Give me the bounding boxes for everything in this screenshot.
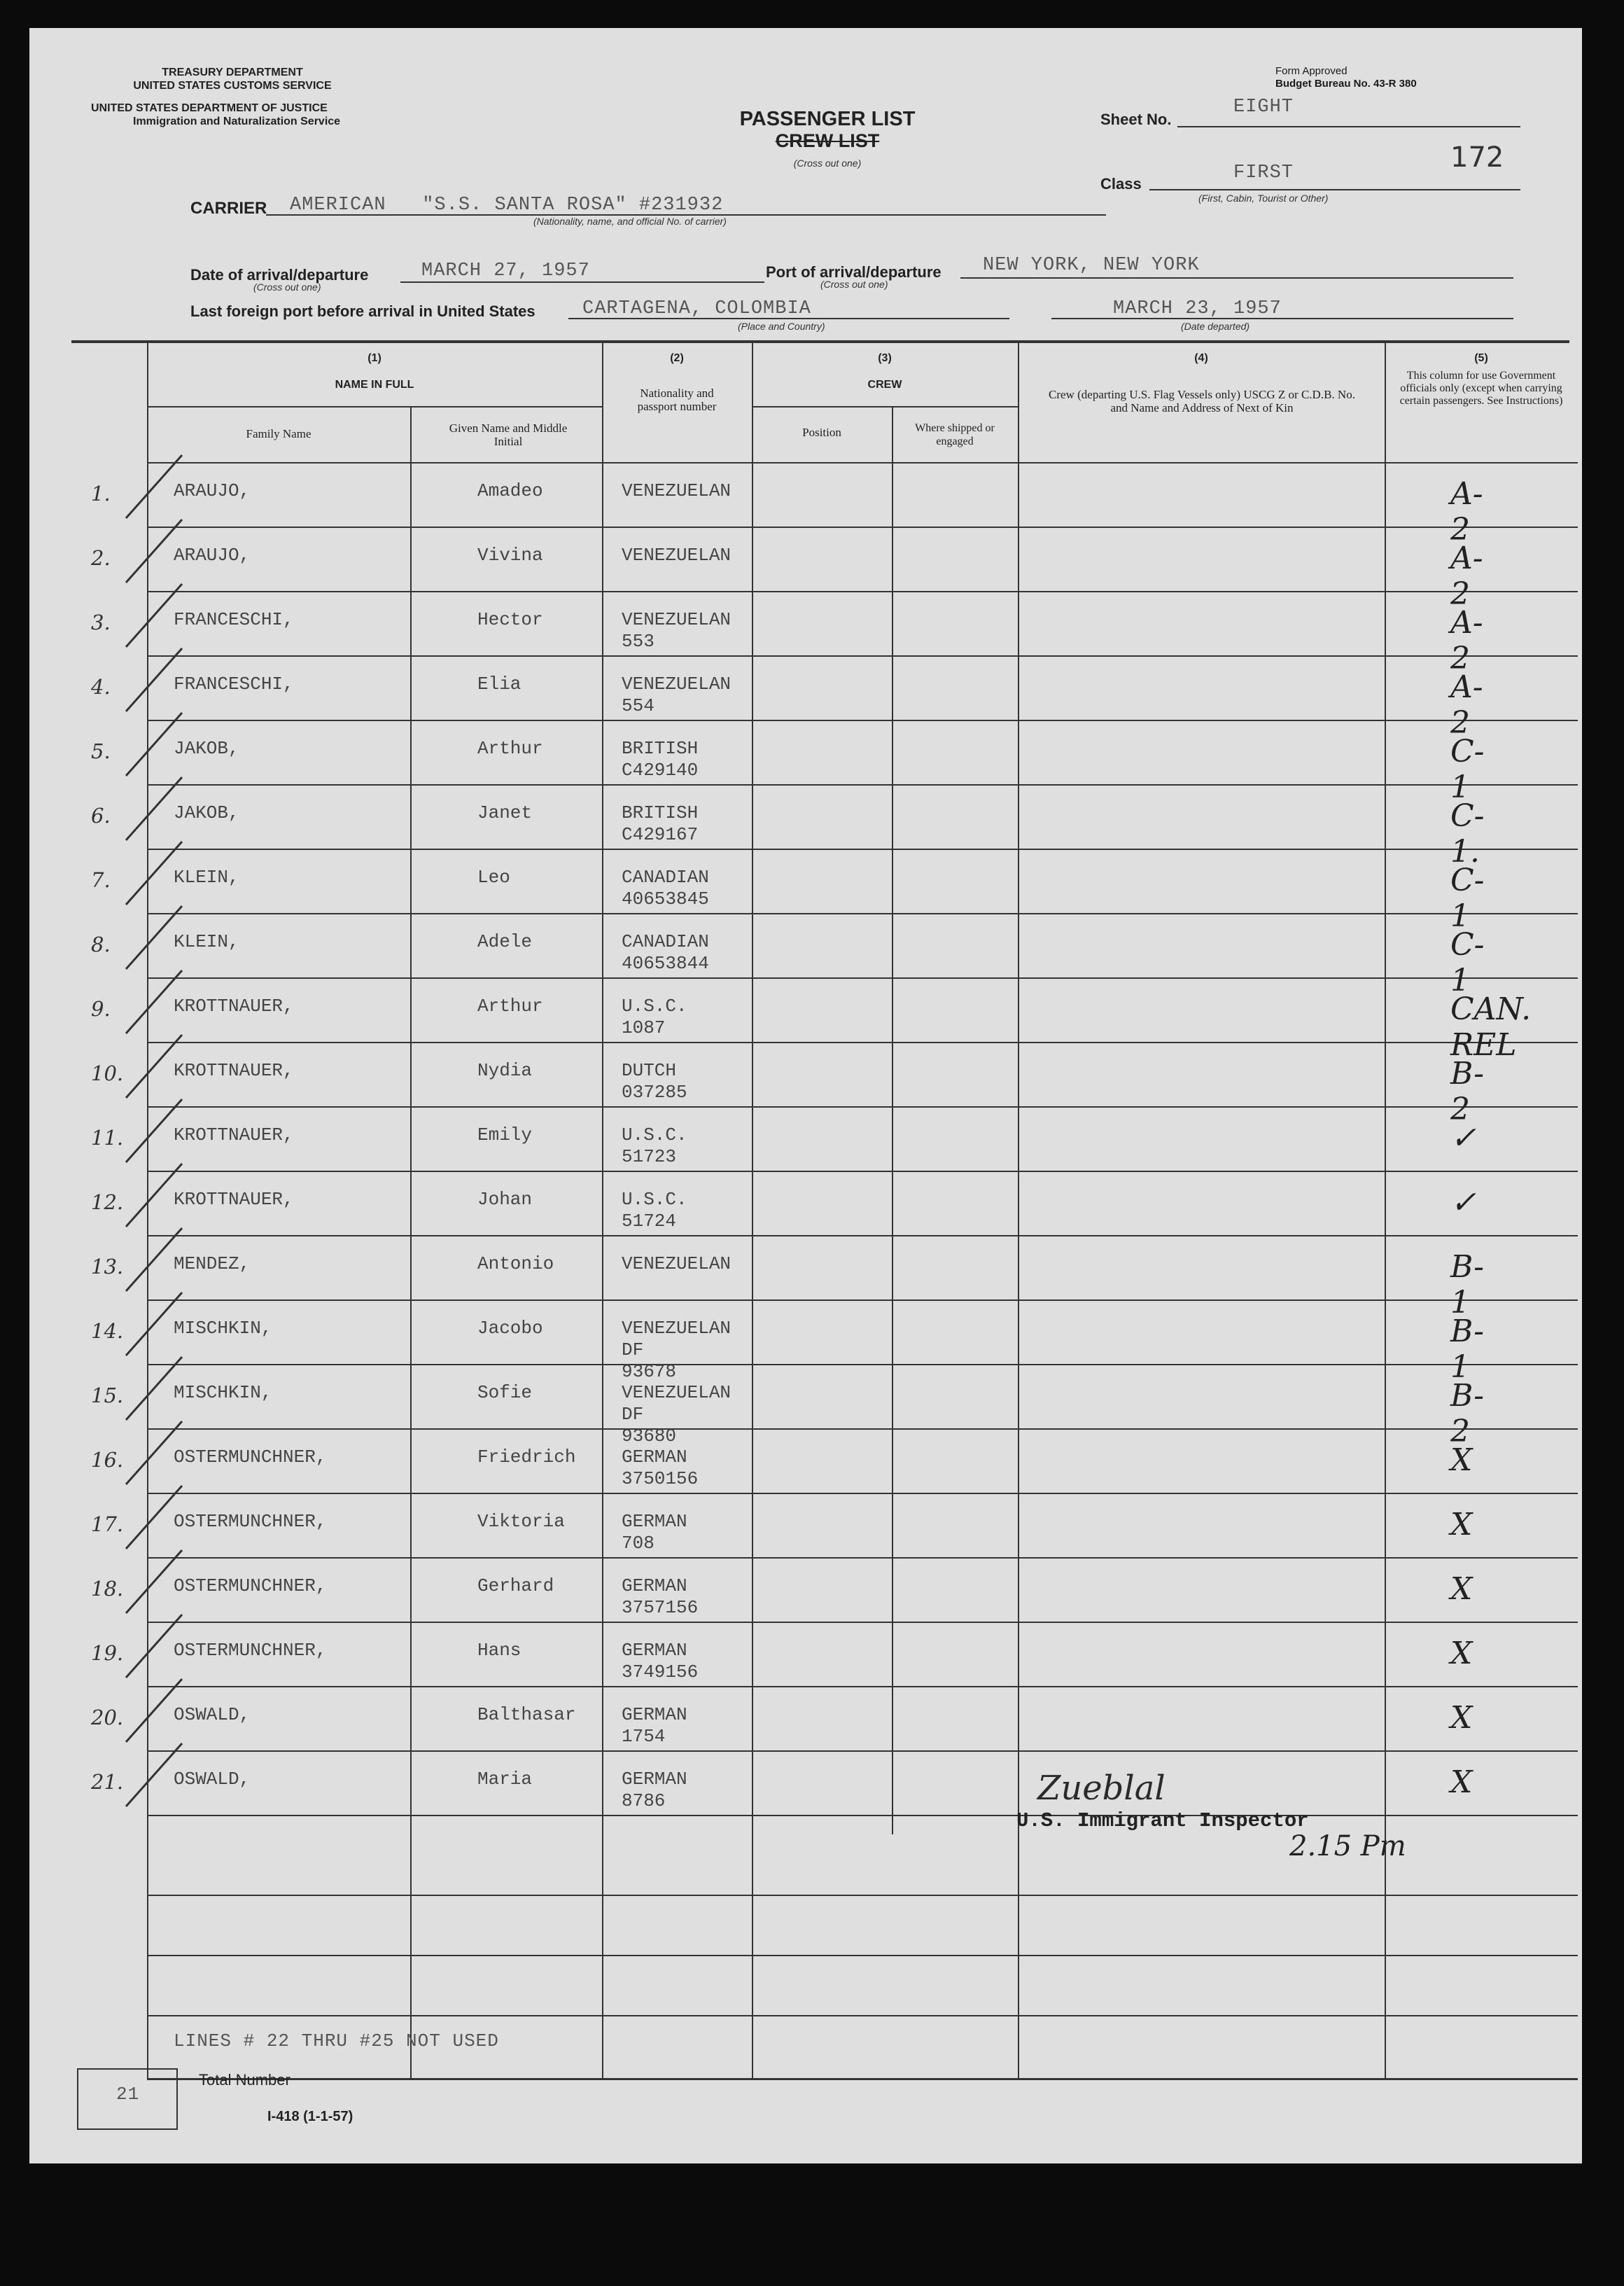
nationality: BRITISH [622, 802, 699, 823]
nationality: VENEZUELAN [622, 480, 732, 501]
row-number: 15. [91, 1384, 124, 1407]
row-rule [147, 1622, 1578, 1623]
nationality: GERMAN [622, 1769, 687, 1790]
row-rule [147, 1493, 1578, 1494]
government-mark: A-2 [1450, 476, 1483, 548]
agency-treasury: TREASURY DEPARTMENT [162, 67, 303, 78]
passport-number: 40653844 [622, 953, 709, 974]
row-rule [147, 1171, 1578, 1172]
form-title: PASSENGER LIST [739, 108, 916, 130]
passport-number: C429140 [622, 760, 699, 781]
row-rule [147, 527, 1578, 528]
given-name: Johan [477, 1189, 533, 1210]
col1-title: NAME IN FULL [335, 379, 414, 391]
col2-number: (2) [670, 352, 684, 364]
passport-number: 037285 [622, 1082, 687, 1103]
nationality: GERMAN [622, 1704, 687, 1725]
col-position: Position [802, 426, 841, 439]
row-rule [147, 720, 1578, 721]
row-number: 20. [91, 1706, 124, 1729]
row-rule [147, 591, 1578, 592]
nationality: CANADIAN [622, 931, 709, 952]
arrival-label: Date of arrival/departure [190, 266, 369, 284]
row-rule [147, 1235, 1578, 1236]
col2-title: Nationality and passport number [637, 386, 717, 413]
family-name: ARAUJO, [174, 480, 251, 501]
family-name: MENDEZ, [174, 1253, 251, 1274]
government-mark: C-1 [1450, 927, 1485, 998]
col-where-shipped: Where shipped or engaged [915, 422, 995, 447]
given-name: Arthur [477, 996, 543, 1017]
row-rule [147, 913, 1578, 914]
family-name: KLEIN, [174, 931, 239, 952]
nationality: VENEZUELAN [622, 1382, 732, 1403]
passport-number: DF 93680 [622, 1404, 677, 1447]
col3-title: CREW [867, 379, 902, 391]
last-port-hint: (Place and Country) [738, 321, 825, 332]
government-mark: B-1 [1450, 1249, 1485, 1320]
government-mark: B-2 [1450, 1378, 1485, 1449]
family-name: JAKOB, [174, 802, 239, 823]
nationality: GERMAN [622, 1511, 687, 1532]
agency-customs: UNITED STATES CUSTOMS SERVICE [133, 80, 332, 92]
government-mark: C-1 [1450, 863, 1485, 934]
family-name: MISCHKIN, [174, 1382, 272, 1403]
family-name: OSWALD, [174, 1769, 251, 1790]
col3-number: (3) [878, 352, 892, 364]
government-mark: ✓ [1450, 1185, 1476, 1220]
sheet-label: Sheet No. [1100, 111, 1172, 128]
passport-number: 708 [622, 1533, 654, 1554]
passport-number: 1087 [622, 1017, 666, 1038]
nationality: VENEZUELAN [622, 1253, 732, 1274]
port-value: NEW YORK, NEW YORK [983, 255, 1200, 276]
row-number: 14. [91, 1319, 124, 1343]
carrier-value: AMERICAN "S.S. SANTA ROSA" #231932 [290, 195, 724, 216]
form-number: I-418 (1-1-57) [267, 2109, 354, 2124]
agency-ins: Immigration and Naturalization Service [133, 116, 341, 127]
government-mark: A-2 [1450, 541, 1483, 612]
given-name: Vivina [477, 545, 543, 566]
given-name: Hector [477, 609, 543, 630]
row-rule [147, 1750, 1578, 1752]
given-name: Emily [477, 1124, 533, 1145]
nationality: U.S.C. [622, 1189, 687, 1210]
family-name: OSTERMUNCHNER, [174, 1575, 327, 1596]
nationality: U.S.C. [622, 1124, 687, 1145]
given-name: Leo [477, 867, 510, 888]
given-name: Janet [477, 802, 533, 823]
given-name: Antonio [477, 1253, 554, 1274]
row-rule [147, 1042, 1578, 1043]
family-name: OSTERMUNCHNER, [174, 1511, 327, 1532]
time-note: 2.15 Pm [1289, 1830, 1406, 1862]
departed-hint: (Date departed) [1181, 321, 1250, 332]
row-number: 11. [91, 1126, 124, 1150]
family-name: KLEIN, [174, 867, 239, 888]
page-number: 172 [1450, 141, 1504, 174]
family-name: KROTTNAUER, [174, 1124, 294, 1145]
row-number: 6. [91, 804, 111, 828]
col5-number: (5) [1474, 352, 1488, 364]
row-number: 10. [91, 1061, 124, 1085]
inspector-signature: Zueblal [1037, 1769, 1166, 1808]
row-rule [147, 977, 1578, 979]
passport-number: 51724 [622, 1211, 677, 1232]
government-mark: X [1450, 1507, 1473, 1542]
passport-number: 1754 [622, 1726, 666, 1747]
row-number: 9. [91, 997, 111, 1021]
lines-not-used: LINES # 22 THRU #25 NOT USED [174, 2030, 499, 2051]
given-name: Gerhard [477, 1575, 554, 1596]
given-name: Jacobo [477, 1318, 543, 1339]
check-stroke-icon [119, 1729, 196, 1813]
col5-title: This column for use Government officials only (except when carrying certain passengers. See Instructions) [1399, 370, 1563, 407]
family-name: OSTERMUNCHNER, [174, 1447, 327, 1468]
passport-number: C429167 [622, 824, 699, 845]
row-rule [147, 655, 1578, 657]
given-name: Arthur [477, 738, 543, 759]
row-number: 21. [91, 1770, 124, 1794]
government-mark: A-2 [1450, 669, 1483, 741]
government-mark: A-2 [1450, 605, 1483, 676]
row-number: 17. [91, 1512, 124, 1536]
government-mark: ✓ [1450, 1120, 1476, 1156]
given-name: Friedrich [477, 1447, 576, 1468]
class-hint: (First, Cabin, Tourist or Other) [1198, 193, 1329, 204]
given-name: Balthasar [477, 1704, 576, 1725]
row-rule [147, 1557, 1578, 1559]
row-rule [147, 1364, 1578, 1365]
passport-number: 8786 [622, 1790, 666, 1811]
table-top-rule [71, 340, 1569, 343]
col1-number: (1) [368, 352, 382, 364]
row-number: 8. [91, 933, 111, 956]
agency-justice: UNITED STATES DEPARTMENT OF JUSTICE [91, 102, 328, 114]
row-number: 5. [91, 739, 111, 763]
given-name: Hans [477, 1640, 522, 1661]
nationality: VENEZUELAN [622, 545, 732, 566]
passport-number: DF 93678 [622, 1339, 677, 1382]
nationality: DUTCH [622, 1060, 677, 1081]
col-given-name: Given Name and Middle Initial [449, 421, 568, 448]
government-mark: X [1450, 1700, 1473, 1736]
row-rule [147, 849, 1578, 850]
family-name: KROTTNAUER, [174, 1189, 294, 1210]
government-mark: X [1450, 1764, 1473, 1800]
given-name: Nydia [477, 1060, 533, 1081]
nationality: VENEZUELAN [622, 674, 732, 695]
row-rule [147, 1428, 1578, 1430]
port-label: Port of arrival/departure [766, 263, 941, 281]
form-title-crossed: CREW LIST [775, 130, 880, 151]
family-name: OSWALD, [174, 1704, 251, 1725]
carrier-hint: (Nationality, name, and official No. of carrier) [533, 216, 727, 227]
last-port-value: CARTAGENA, COLOMBIA [582, 298, 811, 319]
carrier-label: CARRIER [190, 199, 267, 218]
nationality: GERMAN [622, 1575, 687, 1596]
row-number: 12. [91, 1190, 124, 1214]
total-label: Total Number [199, 2071, 290, 2089]
row-number: 2. [91, 546, 111, 570]
class-label: Class [1100, 175, 1142, 193]
nationality: GERMAN [622, 1447, 687, 1468]
cross-out-hint: (Cross out one) [793, 158, 862, 169]
government-mark: C-1. [1450, 798, 1485, 870]
row-rule [147, 784, 1578, 786]
government-mark: C-1 [1450, 734, 1485, 805]
passport-number: 553 [622, 631, 654, 652]
family-name: KROTTNAUER, [174, 1060, 294, 1081]
passport-number: 3749156 [622, 1661, 699, 1682]
given-name: Maria [477, 1769, 533, 1790]
passport-number: 3757156 [622, 1597, 699, 1618]
given-name: Viktoria [477, 1511, 565, 1532]
given-name: Amadeo [477, 480, 543, 501]
row-rule [147, 1299, 1578, 1301]
government-mark: CAN. REL [1450, 991, 1532, 1063]
budget-bureau: Budget Bureau No. 43-R 380 [1275, 78, 1417, 90]
family-name: FRANCESCHI, [174, 609, 294, 630]
family-name: ARAUJO, [174, 545, 251, 566]
row-number: 3. [91, 611, 111, 634]
government-mark: X [1450, 1571, 1473, 1607]
family-name: FRANCESCHI, [174, 674, 294, 695]
nationality: VENEZUELAN [622, 609, 732, 630]
nationality: VENEZUELAN [622, 1318, 732, 1339]
row-number: 16. [91, 1448, 124, 1472]
form-approved: Form Approved [1275, 65, 1348, 77]
last-port-label: Last foreign port before arrival in United States [190, 302, 536, 320]
passport-number: 40653845 [622, 888, 709, 909]
passport-number: 51723 [622, 1146, 677, 1167]
passenger-list-sheet [29, 28, 1582, 2163]
port-hint: (Cross out one) [820, 279, 888, 290]
row-rule [147, 1686, 1578, 1687]
row-number: 7. [91, 868, 111, 892]
government-mark: B-1 [1450, 1313, 1485, 1385]
nationality: U.S.C. [622, 996, 687, 1017]
given-name: Sofie [477, 1382, 533, 1403]
col4-number: (4) [1194, 352, 1208, 364]
arrival-value: MARCH 27, 1957 [421, 260, 590, 281]
nationality: CANADIAN [622, 867, 709, 888]
col4-title: Crew (departing U.S. Flag Vessels only) USCG Z or C.D.B. No. and Name and Address of Next of Kin [1049, 388, 1355, 414]
nationality: GERMAN [622, 1640, 687, 1661]
government-mark: X [1450, 1636, 1473, 1671]
given-name: Elia [477, 674, 522, 695]
row-rule [147, 1106, 1578, 1108]
passport-number: 554 [622, 695, 654, 716]
given-name: Adele [477, 931, 533, 952]
row-rule [147, 1815, 1578, 1816]
inspector-title: U.S. Immigrant Inspector [1016, 1809, 1309, 1832]
family-name: OSTERMUNCHNER, [174, 1640, 327, 1661]
government-mark: B-2 [1450, 1056, 1485, 1127]
passport-number: 3750156 [622, 1468, 699, 1489]
nationality: BRITISH [622, 738, 699, 759]
row-number: 4. [91, 675, 111, 699]
family-name: JAKOB, [174, 738, 239, 759]
total-value: 21 [116, 2084, 140, 2105]
row-number: 1. [91, 482, 111, 506]
family-name: KROTTNAUER, [174, 996, 294, 1017]
family-name: MISCHKIN, [174, 1318, 272, 1339]
row-number: 13. [91, 1255, 124, 1278]
class-value: FIRST [1233, 162, 1294, 183]
departed-value: MARCH 23, 1957 [1113, 298, 1282, 319]
government-mark: X [1450, 1442, 1473, 1478]
sheet-value: EIGHT [1233, 97, 1294, 118]
col-family-name: Family Name [246, 427, 312, 440]
row-number: 18. [91, 1577, 124, 1601]
row-number: 19. [91, 1641, 124, 1665]
arrival-hint: (Cross out one) [253, 281, 321, 293]
